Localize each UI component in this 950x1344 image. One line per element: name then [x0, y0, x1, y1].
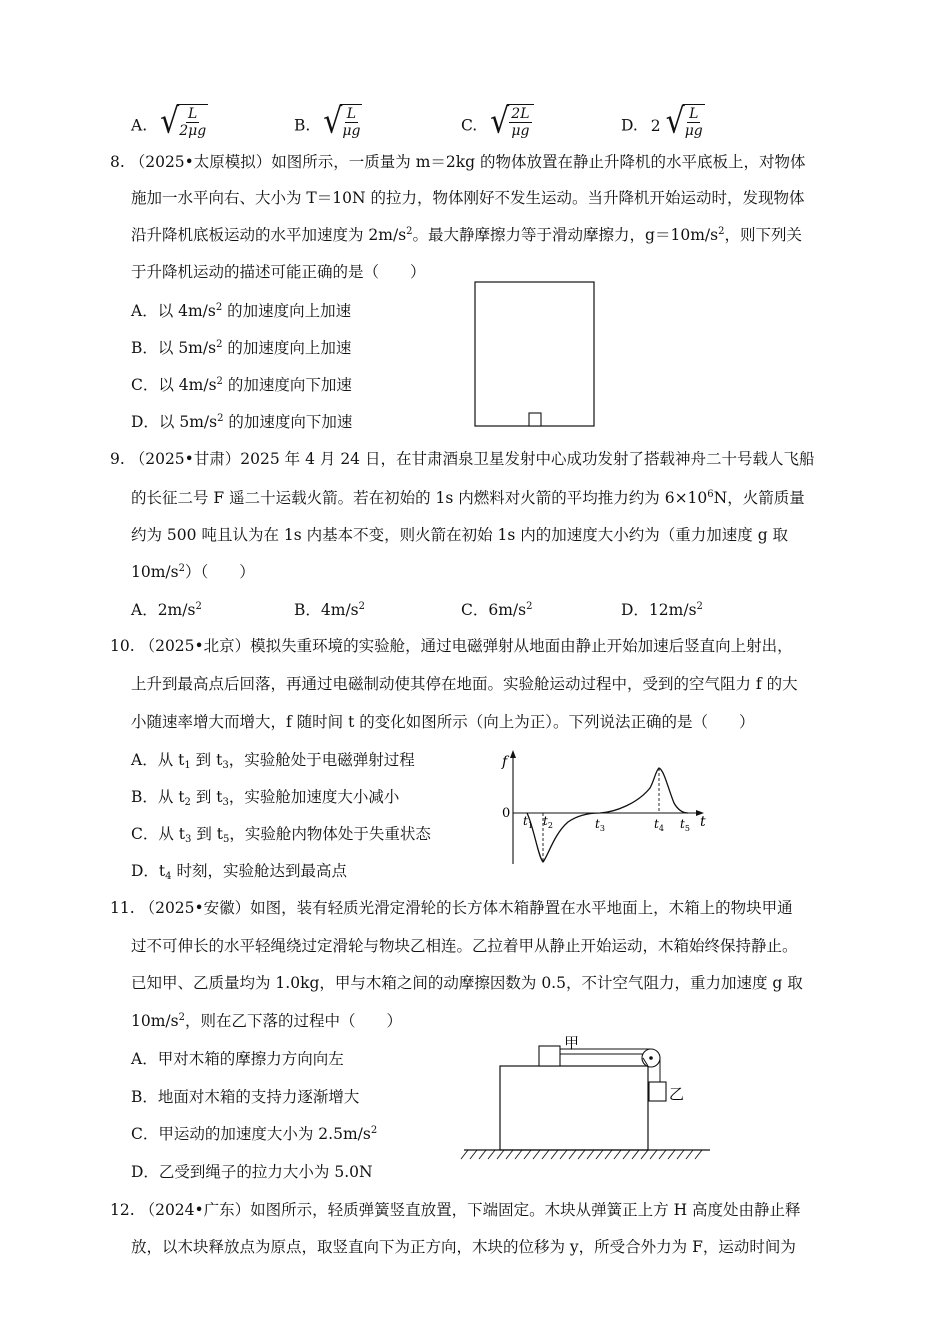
question-text: 11. （2025•安徽）如图，装有轻质光滑定滑轮的长方体木箱静置在水平地面上，木箱上的物块甲通 [110, 899, 793, 917]
hatch-line [560, 1150, 567, 1159]
origin-label: 0 [502, 806, 511, 821]
hatch-line [470, 1150, 477, 1159]
hatch-line [686, 1150, 693, 1159]
hatch-line [461, 1150, 468, 1159]
sqrt-expression: √ $\frac{2L}{\mu g}$ [490, 104, 533, 139]
option-a[interactable]: A．甲对木箱的摩擦力方向向左 [131, 1050, 344, 1068]
elevator-box [475, 282, 594, 426]
hatch-line [677, 1150, 684, 1159]
hatch-line [641, 1150, 648, 1159]
question-text: 10. （2025•北京）模拟失重环境的实验舱，通过电磁弹射从地面由静止开始加速后竖直向上射出， [110, 637, 793, 655]
option-b[interactable]: B．以 $5m/s^2$ 的加速度向上加速 [131, 339, 352, 357]
f-curve [527, 768, 688, 862]
t-axis-label: t [700, 814, 706, 830]
question-text: 约为 500 吨且认为在 1s 内基本不变，则火箭在初始 1s 内的加速度大小约为（重力加速度 g 取 [131, 526, 789, 544]
option-b[interactable]: B．$4m/s^2$ [294, 601, 366, 619]
hatch-line [479, 1150, 486, 1159]
question-text: $10m/s^2$，则在乙下落的过程中（ ） [131, 1012, 402, 1030]
option-c[interactable]: C．以 $4m/s^2$ 的加速度向下加速 [131, 376, 352, 394]
option-a[interactable]: A．$2m/s^2$ [131, 601, 202, 619]
hatch-line [659, 1150, 666, 1159]
hatch-line [668, 1150, 675, 1159]
tick-t5: $t_5$ [680, 817, 690, 833]
tick-t2: $t_2$ [543, 814, 553, 830]
question-text: 小随速率增大而增大，f 随时间 t 的变化如图所示（向上为正）。下列说法正确的是（ ） [131, 713, 755, 731]
object-block [529, 413, 541, 426]
tick-t1: $t_1$ [523, 814, 533, 830]
option-d[interactable]: D．$12m/s^2$ [621, 601, 703, 619]
option-b[interactable]: B．从 $t_2$ 到 $t_3$，实验舱加速度大小减小 [131, 788, 400, 808]
question-text: 12. （2024•广东）如图所示，轻质弹簧竖直放置，下端固定。木块从弹簧正上方 H 高度处由静止释 [110, 1201, 801, 1219]
hatch-line [695, 1150, 702, 1159]
box-pulley-diagram [460, 1028, 715, 1163]
option-a[interactable]: A．以 $4m/s^2$ 的加速度向上加速 [131, 302, 352, 320]
hatch-line [524, 1150, 531, 1159]
sqrt-expression: √ $\frac{L}{2\mu g}$ [160, 100, 207, 142]
hatch-line [497, 1150, 504, 1159]
question-text: 的长征二号 F 遥二十运载火箭。若在初始的 1s 内燃料对火箭的平均推力约为 $6\times 10^6N$，火箭质量 [131, 489, 805, 507]
sqrt-expression: √ $\frac{L}{\mu g}$ [323, 100, 361, 142]
q7-option-d[interactable]: D. 2 √ $\frac{L}{\mu g}$ [621, 100, 703, 142]
hatch-line [488, 1150, 495, 1159]
ground-hatching [461, 1150, 702, 1159]
hatch-line [551, 1150, 558, 1159]
hatch-line [542, 1150, 549, 1159]
question-text: $10m/s^2$）（ ） [131, 563, 255, 581]
hatch-line [569, 1150, 576, 1159]
hatch-line [515, 1150, 522, 1159]
option-d[interactable]: D．$t_4$ 时刻，实验舱达到最高点 [131, 862, 347, 882]
elevator-diagram [474, 281, 596, 428]
hatch-line [605, 1150, 612, 1159]
q7-option-b[interactable]: B. √ $\frac{L}{\mu g}$ [294, 100, 361, 142]
wooden-box [500, 1066, 648, 1150]
option-c[interactable]: C．$6m/s^2$ [461, 601, 533, 619]
tick-t3: $t_3$ [595, 817, 605, 833]
hatch-line [650, 1150, 657, 1159]
question-text: 8. （2025•太原模拟）如图所示，一质量为 m＝2kg 的物体放置在静止升降机的水平底板上，对物体 [110, 153, 806, 171]
hatch-line [623, 1150, 630, 1159]
question-text: 放，以木块释放点为原点，取竖直向下为正方向，木块的位移为 y，所受合外力为 F，运动时间为 [131, 1238, 796, 1256]
hatch-line [596, 1150, 603, 1159]
hatch-line [506, 1150, 513, 1159]
option-b[interactable]: B．地面对木箱的支持力逐渐增大 [131, 1088, 360, 1106]
block-yi [649, 1082, 666, 1101]
question-text: 过不可伸长的水平轻绳绕过定滑轮与物块乙相连。乙拉着甲从静止开始运动，木箱始终保持静止。 [131, 937, 798, 955]
q7-option-a[interactable]: A. √ $\frac{L}{2\mu g}$ [131, 100, 207, 142]
question-text: 于升降机运动的描述可能正确的是（ ） [131, 263, 426, 281]
tick-t4: $t_4$ [654, 817, 664, 833]
hatch-line [614, 1150, 621, 1159]
question-text: 沿升降机底板运动的水平加速度为 $2m/s^2$。最大静摩擦力等于滑动摩擦力，$g=10m/s^2$，则下列关 [131, 226, 802, 244]
block-jia [539, 1046, 560, 1066]
option-d[interactable]: D．乙受到绳子的拉力大小为 5.0N [131, 1163, 373, 1181]
label-jia: 甲 [564, 1034, 580, 1052]
question-text: 已知甲、乙质量均为 1.0kg，甲与木箱之间的动摩擦因数为 0.5，不计空气阻力，重力加速度 g 取 [131, 974, 803, 992]
f-axis-label: f [502, 754, 508, 770]
label-yi: 乙 [669, 1085, 685, 1103]
option-c[interactable]: C．甲运动的加速度大小为 $2.5m/s^2$ [131, 1125, 378, 1143]
hatch-line [533, 1150, 540, 1159]
option-c[interactable]: C．从 $t_3$ 到 $t_5$，实验舱内物体处于失重状态 [131, 825, 431, 845]
pulley-axle [649, 1056, 653, 1060]
question-text: 施加一水平向右、大小为 T＝10N 的拉力，物体刚好不发生运动。当升降机开始运动时，发现物体 [131, 189, 805, 207]
f-t-graph [498, 748, 718, 873]
question-text: 9. （2025•甘肃）2025 年 4 月 24 日，在甘肃酒泉卫星发射中心成功发射了搭载神舟二十号载人飞船 [110, 450, 815, 468]
hatch-line [632, 1150, 639, 1159]
hatch-line [587, 1150, 594, 1159]
option-d[interactable]: D．以 $5m/s^2$ 的加速度向下加速 [131, 413, 353, 431]
question-text: 上升到最高点后回落，再通过电磁制动使其停在地面。实验舱运动过程中，受到的空气阻力 f 的大 [131, 675, 798, 693]
q7-option-c[interactable]: C. √ $\frac{2L}{\mu g}$ [461, 104, 534, 139]
option-a[interactable]: A．从 $t_1$ 到 $t_3$，实验舱处于电磁弹射过程 [131, 751, 415, 771]
sqrt-expression: √ $\frac{L}{\mu g}$ [665, 100, 703, 142]
hatch-line [578, 1150, 585, 1159]
f-axis-arrow [510, 750, 516, 758]
